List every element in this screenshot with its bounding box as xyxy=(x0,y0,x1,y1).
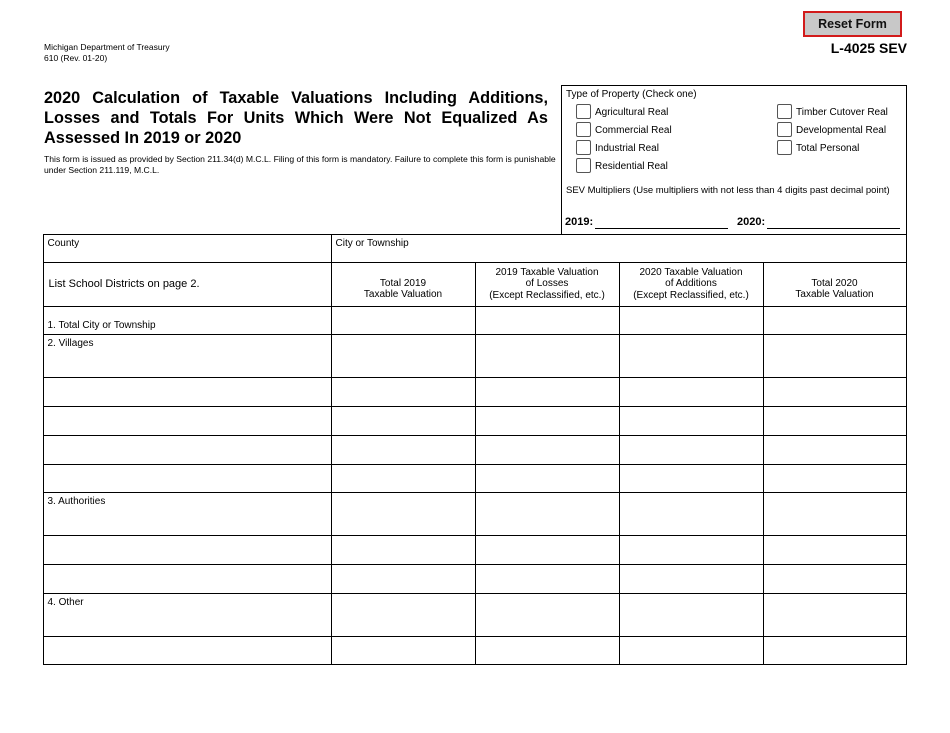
form-revision: 610 (Rev. 01-20) xyxy=(44,53,108,63)
row-3-total-2020-cell[interactable] xyxy=(763,377,907,407)
row-6-additions-2020-cell[interactable] xyxy=(619,464,764,493)
row-5-total-2019-cell[interactable] xyxy=(331,435,476,465)
checkbox-residential-real[interactable] xyxy=(576,158,591,173)
label-residential-real: Residential Real xyxy=(595,161,668,172)
col-additions-line1: 2020 Taxable Valuation xyxy=(639,266,743,278)
label-timber-cutover-real: Timber Cutover Real xyxy=(796,107,888,118)
row-9-total-2019-cell[interactable] xyxy=(331,564,476,594)
row-7-total-2019-cell[interactable] xyxy=(331,492,476,536)
row-11-total-2020-cell[interactable] xyxy=(763,636,907,665)
row-4-name-cell[interactable] xyxy=(43,406,332,436)
row-7-total-2020-cell[interactable] xyxy=(763,492,907,536)
row-11-losses-2019-cell[interactable] xyxy=(475,636,620,665)
checkbox-agricultural-real[interactable] xyxy=(576,104,591,119)
row-8-name-cell[interactable] xyxy=(43,535,332,565)
row-6-total-2019-cell[interactable] xyxy=(331,464,476,493)
row-10-total-2020-cell[interactable] xyxy=(763,593,907,637)
row-3-losses-2019-cell[interactable] xyxy=(475,377,620,407)
row-2-name-cell[interactable] xyxy=(43,334,332,378)
city-township-field[interactable] xyxy=(331,234,907,263)
row-10-total-2019-cell[interactable] xyxy=(331,593,476,637)
row-11-total-2019-cell[interactable] xyxy=(331,636,476,665)
col-losses-line2: of Losses xyxy=(525,278,569,290)
school-districts-note xyxy=(43,262,332,307)
checkbox-timber-cutover-real[interactable] xyxy=(777,104,792,119)
form-number: L-4025 SEV xyxy=(830,40,907,56)
col-losses-line3: (Except Reclassified, etc.) xyxy=(489,289,605,301)
checkbox-commercial-real[interactable] xyxy=(576,122,591,137)
row-9-name-cell[interactable] xyxy=(43,564,332,594)
row-6-name-cell[interactable] xyxy=(43,464,332,493)
row-2-total-2020-cell[interactable] xyxy=(763,334,907,378)
col-additions-line3: (Except Reclassified, etc.) xyxy=(633,289,749,301)
row-1-losses-2019-cell[interactable] xyxy=(475,306,620,335)
property-type-heading: Type of Property (Check one) xyxy=(566,89,697,100)
row-9-total-2020-cell[interactable] xyxy=(763,564,907,594)
col-total-2019-line1: Total 2019 xyxy=(379,277,427,289)
row-2-total-2019-cell[interactable] xyxy=(331,334,476,378)
label-total-personal: Total Personal xyxy=(796,143,860,154)
school-districts-note-text: List School Districts on page 2. xyxy=(48,278,200,290)
row-4-additions-2020-cell[interactable] xyxy=(619,406,764,436)
row-5-total-2020-cell[interactable] xyxy=(763,435,907,465)
row-11-name-cell[interactable] xyxy=(43,636,332,665)
row-label: 3. Authorities xyxy=(47,495,106,507)
row-10-losses-2019-cell[interactable] xyxy=(475,593,620,637)
col-total-2020-line1: Total 2020 xyxy=(811,277,858,289)
row-7-additions-2020-cell[interactable] xyxy=(619,492,764,536)
row-label: 4. Other xyxy=(47,596,84,608)
row-10-additions-2020-cell[interactable] xyxy=(619,593,764,637)
col-total-2019-header xyxy=(331,262,476,307)
row-6-total-2020-cell[interactable] xyxy=(763,464,907,493)
row-7-losses-2019-cell[interactable] xyxy=(475,492,620,536)
row-5-losses-2019-cell[interactable] xyxy=(475,435,620,465)
page-title: 2020 Calculation of Taxable Valuations Including Additions, Losses and Totals For Units Which Were Not Equalized As Assessed In 2019 or 2020 xyxy=(44,89,548,147)
col-additions-header xyxy=(619,262,764,307)
row-8-losses-2019-cell[interactable] xyxy=(475,535,620,565)
row-1-name-cell[interactable] xyxy=(43,306,332,335)
checkbox-total-personal[interactable] xyxy=(777,140,792,155)
row-9-losses-2019-cell[interactable] xyxy=(475,564,620,594)
row-1-total-2019-cell[interactable] xyxy=(331,306,476,335)
row-2-additions-2020-cell[interactable] xyxy=(619,334,764,378)
col-losses-line1: 2019 Taxable Valuation xyxy=(495,266,599,278)
row-5-additions-2020-cell[interactable] xyxy=(619,435,764,465)
row-4-losses-2019-cell[interactable] xyxy=(475,406,620,436)
row-6-losses-2019-cell[interactable] xyxy=(475,464,620,493)
row-label: 1. Total City or Township xyxy=(47,319,156,331)
row-9-additions-2020-cell[interactable] xyxy=(619,564,764,594)
sev-multipliers-heading: SEV Multipliers (Use multipliers with not less than 4 digits past decimal point) xyxy=(566,185,890,196)
agency-block xyxy=(44,42,170,64)
col-total-2019-line2: Taxable Valuation xyxy=(363,289,443,300)
label-commercial-real: Commercial Real xyxy=(595,125,672,136)
row-8-total-2020-cell[interactable] xyxy=(763,535,907,565)
row-3-additions-2020-cell[interactable] xyxy=(619,377,764,407)
row-2-losses-2019-cell[interactable] xyxy=(475,334,620,378)
col-total-2020-line2: Taxable Valuation xyxy=(795,289,874,300)
reset-form-button[interactable]: Reset Form xyxy=(803,11,902,37)
row-8-total-2019-cell[interactable] xyxy=(331,535,476,565)
county-field[interactable] xyxy=(43,234,332,263)
city-township-label: City or Township xyxy=(335,237,409,249)
row-4-total-2019-cell[interactable] xyxy=(331,406,476,436)
col-additions-line2: of Additions xyxy=(665,278,717,290)
sev-2019-label: 2019: xyxy=(565,216,594,228)
row-3-total-2019-cell[interactable] xyxy=(331,377,476,407)
row-10-name-cell[interactable] xyxy=(43,593,332,637)
row-1-additions-2020-cell[interactable] xyxy=(619,306,764,335)
legal-notice: This form is issued as provided by Section 211.34(d) M.C.L. Filing of this form is mandatory. Failure to complete this form is punishable under Section 211.119, M.C.L. xyxy=(44,154,556,175)
county-label: County xyxy=(47,237,80,249)
col-total-2020-header xyxy=(763,262,907,307)
row-1-total-2020-cell[interactable] xyxy=(763,306,907,335)
row-3-name-cell[interactable] xyxy=(43,377,332,407)
row-label: 2. Villages xyxy=(47,337,94,349)
row-4-total-2020-cell[interactable] xyxy=(763,406,907,436)
agency-name: Michigan Department of Treasury xyxy=(44,42,170,52)
label-developmental-real: Developmental Real xyxy=(796,125,887,136)
sev-2019-field[interactable] xyxy=(595,218,728,229)
sev-2020-field[interactable] xyxy=(767,218,900,229)
col-losses-header xyxy=(475,262,620,307)
row-8-additions-2020-cell[interactable] xyxy=(619,535,764,565)
checkbox-industrial-real[interactable] xyxy=(576,140,591,155)
checkbox-developmental-real[interactable] xyxy=(777,122,792,137)
label-industrial-real: Industrial Real xyxy=(595,143,659,154)
row-7-name-cell[interactable] xyxy=(43,492,332,536)
row-5-name-cell[interactable] xyxy=(43,435,332,465)
sev-2020-label: 2020: xyxy=(737,216,766,228)
row-11-additions-2020-cell[interactable] xyxy=(619,636,764,665)
label-agricultural-real: Agricultural Real xyxy=(595,107,669,118)
